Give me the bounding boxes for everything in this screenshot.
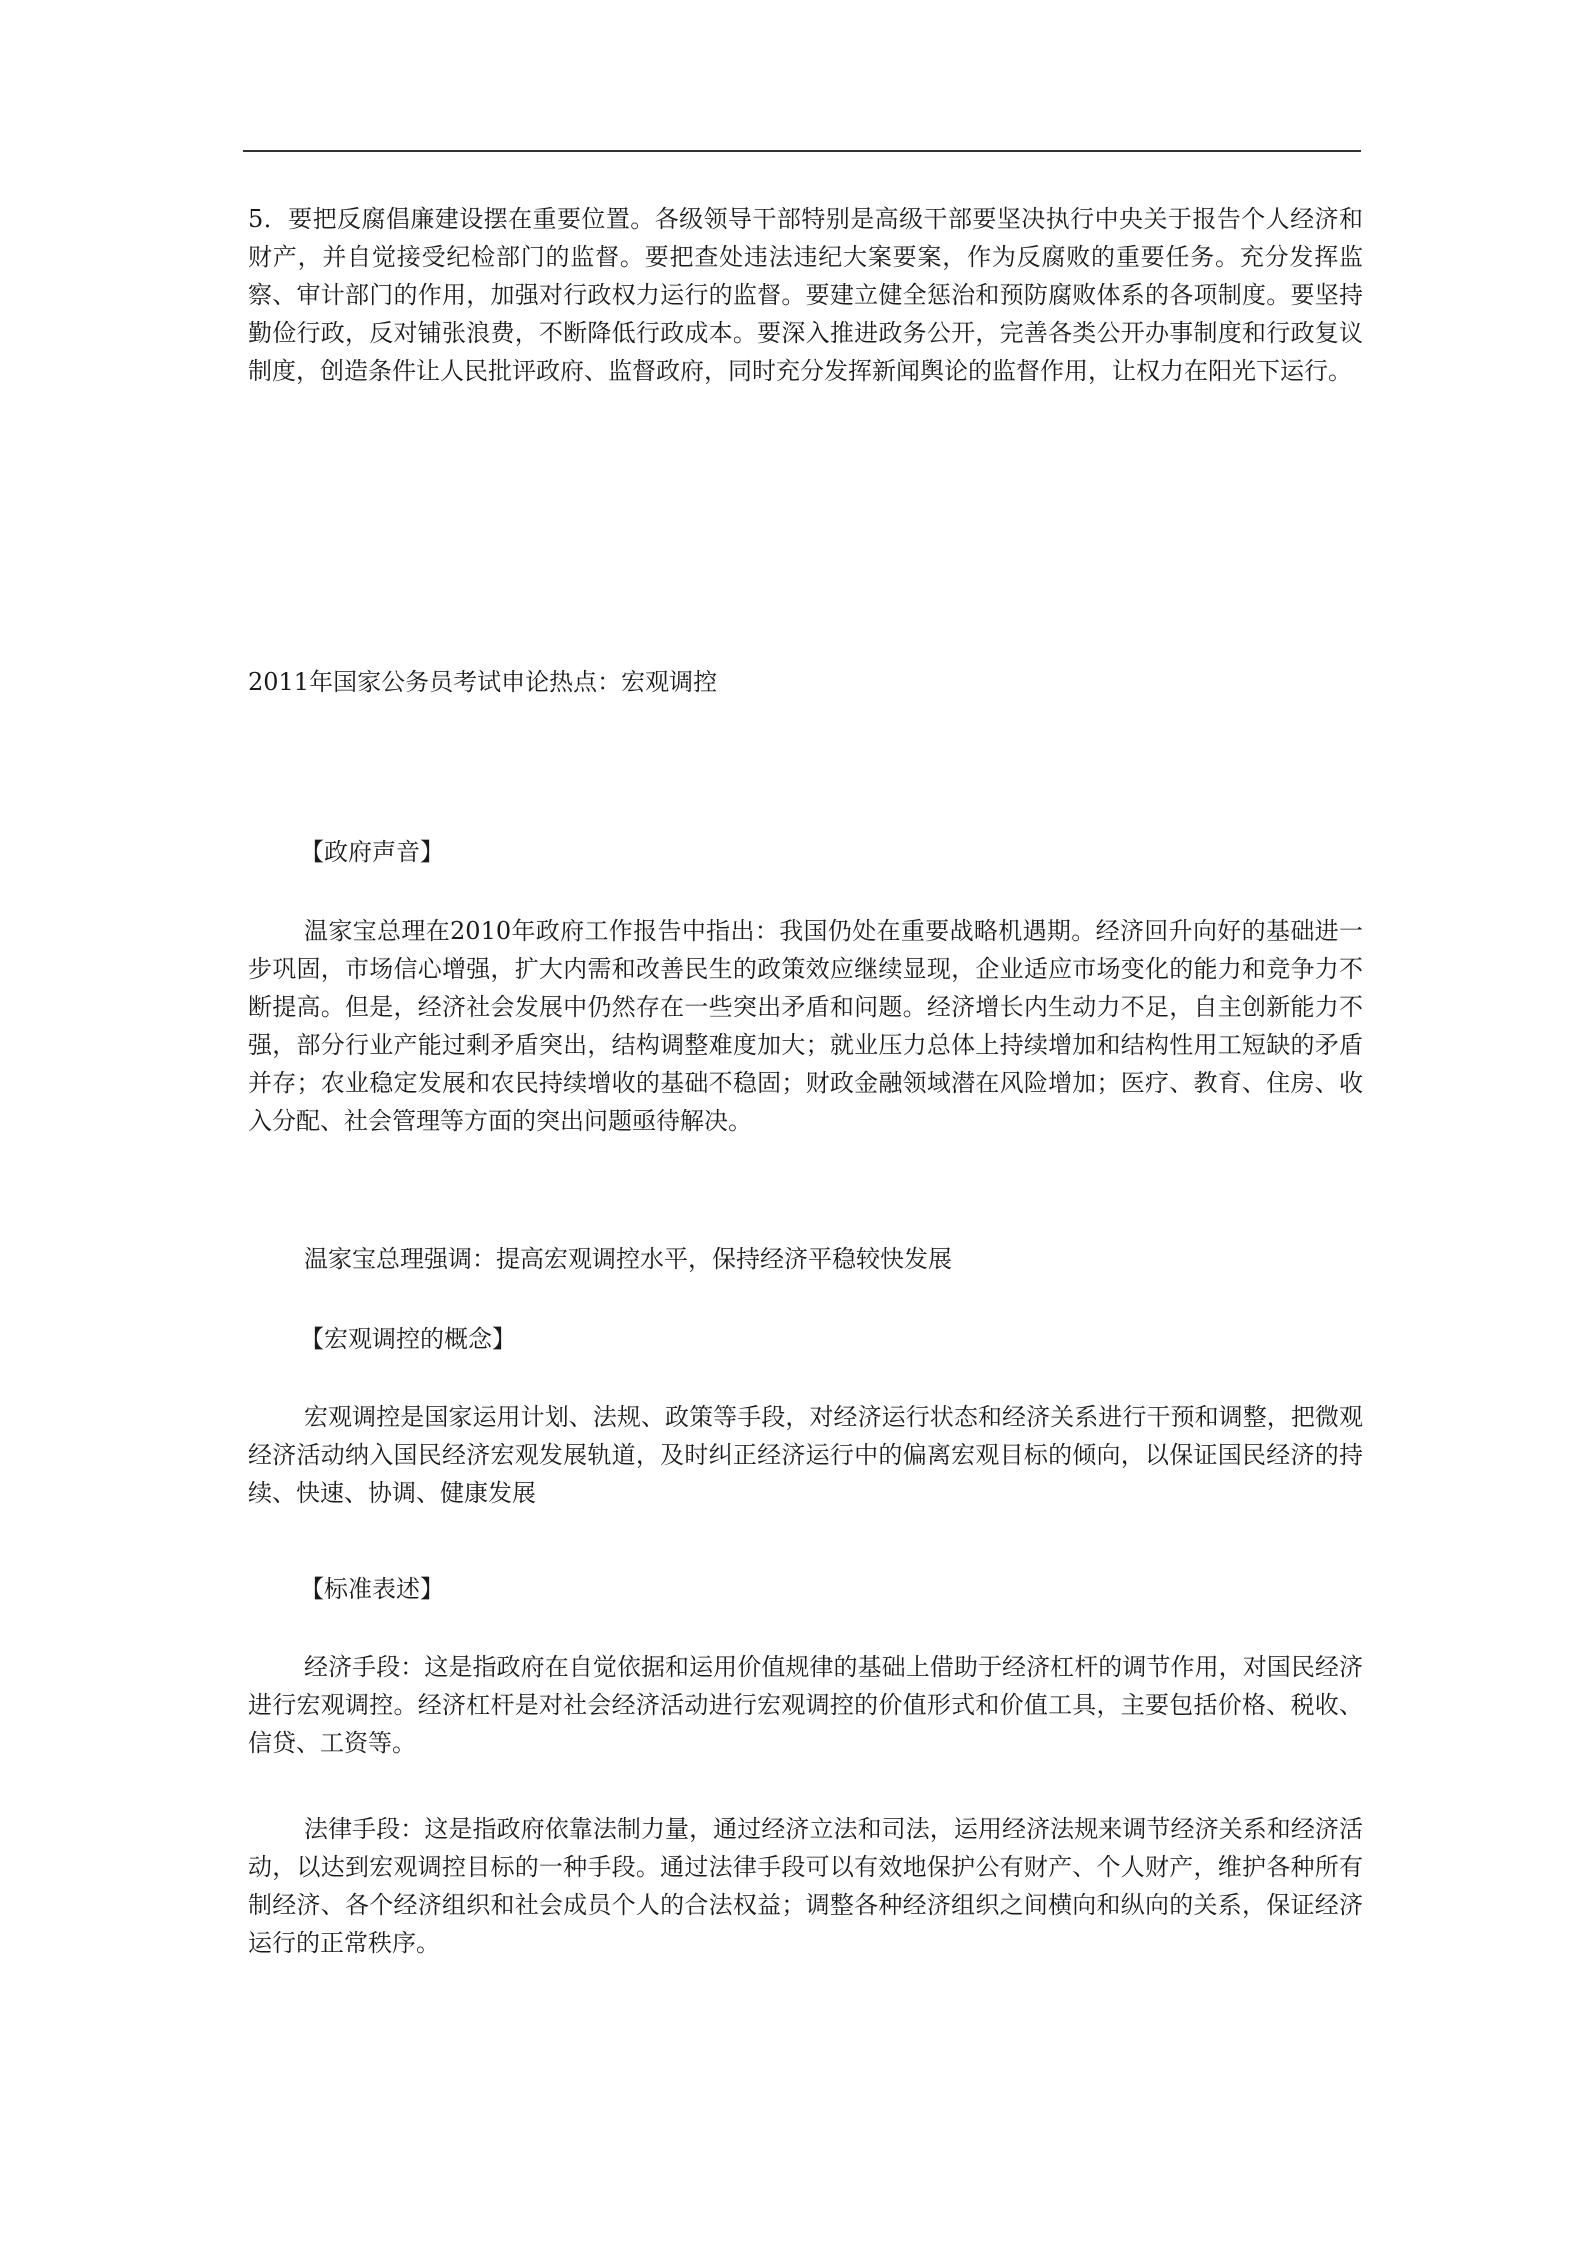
paragraph-anti-corruption: 5．要把反腐倡廉建设摆在重要位置。各级领导干部特别是高级干部要坚决执行中央关于报告个人经济和财产，并自觉接受纪检部门的监督。要把查处违法违纪大案要案，作为反腐败的重要任务。充分发挥监察、审计部门的作用，加强对行政权力运行的监督。要建立健全惩治和预防腐败体系的各项制度。要坚持勤俭行政，反对铺张浪费，不断降低行政成本。要深入推进政务公开，完善各类公开办事制度和行政复议制度，创造条件让人民批评政府、监督政府，同时充分发挥新闻舆论的监督作用，让权力在阳光下运行。 [248, 205, 1363, 385]
paragraph-legal-means: 法律手段：这是指政府依靠法制力量，通过经济立法和司法，运用经济法规来调节经济关系和经济活动，以达到宏观调控目标的一种手段。通过法律手段可以有效地保护公有财产、个人财产，维护各种所有制经济、各个经济组织和社会成员个人的合法权益；调整各种经济组织之间横向和纵向的关系，保证经济运行的正常秩序。 [248, 1815, 1363, 1957]
paragraph-premier-emphasis: 温家宝总理强调：提高宏观调控水平，保持经济平稳较快发展 [304, 1245, 952, 1273]
paragraph-economic-means: 经济手段：这是指政府在自觉依据和运用价值规律的基础上借助于经济杠杆的调节作用，对国民经济进行宏观调控。经济杠杆是对社会经济活动进行宏观调控的价值形式和价值工具，主要包括价格、税收、信贷、工资等。 [248, 1653, 1363, 1757]
paragraph-government-report: 温家宝总理在2010年政府工作报告中指出：我国仍处在重要战略机遇期。经济回升向好的基础进一步巩固，市场信心增强，扩大内需和改善民生的政策效应继续显现，企业适应市场变化的能力和竞争力不断提高。但是，经济社会发展中仍然存在一些突出矛盾和问题。经济增长内生动力不足，自主创新能力不强，部分行业产能过剩矛盾突出，结构调整难度加大；就业压力总体上持续增加和结构性用工短缺的矛盾并存；农业稳定发展和农民持续增收的基础不稳固；财政金融领域潜在风险增加；医疗、教育、住房、收入分配、社会管理等方面的突出问题亟待解决。 [248, 917, 1363, 1135]
section-heading-concept: 【宏观调控的概念】 [300, 1325, 516, 1353]
section-heading-standard: 【标准表述】 [300, 1575, 444, 1603]
paragraph-macro-concept: 宏观调控是国家运用计划、法规、政策等手段，对经济运行状态和经济关系进行干预和调整，把微观经济活动纳入国民经济宏观发展轨道，及时纠正经济运行中的偏离宏观目标的倾向，以保证国民经济的持续、快速、协调、健康发展 [248, 1403, 1363, 1507]
article-title: 2011年国家公务员考试申论热点：宏观调控 [248, 668, 718, 696]
section-heading-government-voice: 【政府声音】 [300, 838, 444, 866]
header-divider [243, 150, 1361, 152]
